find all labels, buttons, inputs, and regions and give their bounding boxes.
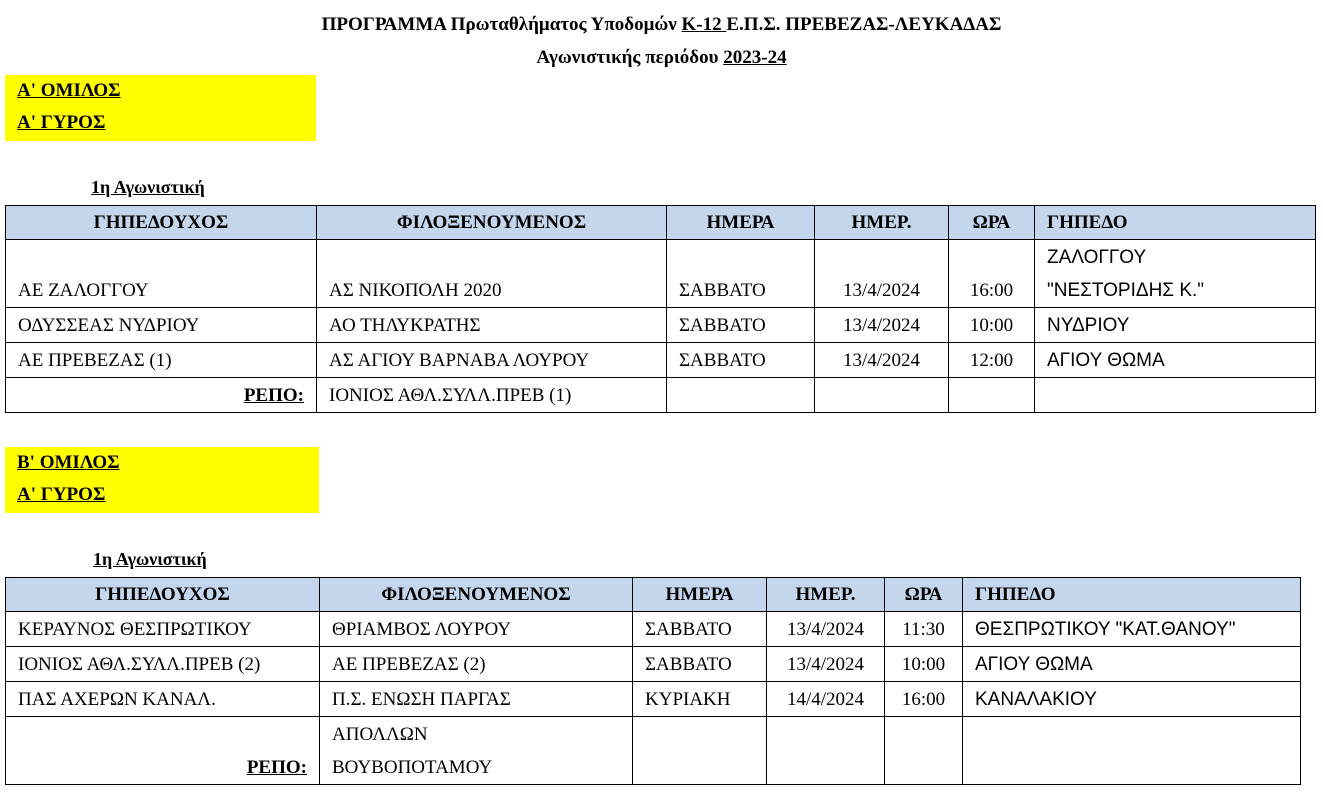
match-time: 10:00: [949, 308, 1035, 343]
away-team: ΘΡΙΑΜΒΟΣ ΛΟΥΡΟΥ: [320, 612, 633, 647]
match-day: ΣΑΒΒΑΤΟ: [667, 240, 815, 308]
group-a-banner: [5, 75, 316, 141]
empty-cell: [633, 717, 767, 785]
group-a-schedule-table: [5, 205, 1316, 413]
col-date: ΗΜΕΡ.: [767, 578, 885, 612]
home-team: ΟΔΥΣΣΕΑΣ ΝΥΔΡΙΟΥ: [6, 308, 317, 343]
venue: ΚΑΝΑΛΑΚΙΟΥ: [963, 682, 1301, 717]
venue: ΘΕΣΠΡΩΤΙΚΟΥ "ΚΑΤ.ΘΑΝΟΥ": [963, 612, 1301, 647]
col-away: ΦΙΛΟΞΕΝΟΥΜΕΝΟΣ: [317, 206, 667, 240]
away-team: ΑΕ ΠΡΕΒΕΖΑΣ (2): [320, 647, 633, 682]
col-date: ΗΜΕΡ.: [815, 206, 949, 240]
title-federation: Ε.Π.Σ. ΠΡΕΒΕΖΑΣ-ΛΕΥΚΑΔΑΣ: [726, 14, 1002, 35]
col-venue: ΓΗΠΕΔΟ: [1035, 206, 1316, 240]
document-subtitle: [0, 46, 1323, 70]
col-day: ΗΜΕΡΑ: [633, 578, 767, 612]
match-day: ΣΑΒΒΑΤΟ: [633, 612, 767, 647]
venue-line-1: ΖΑΛΟΓΓΟΥ: [1047, 247, 1147, 268]
table-header-row: [6, 578, 1301, 612]
title-category: Κ-12: [681, 14, 727, 35]
away-team: ΑΣ ΑΓΙΟΥ ΒΑΡΝΑΒΑ ΛΟΥΡΟΥ: [317, 343, 667, 378]
empty-cell: [767, 717, 885, 785]
match-time: 11:30: [885, 612, 963, 647]
col-time: ΩΡΑ: [949, 206, 1035, 240]
empty-cell: [667, 378, 815, 413]
col-venue: ΓΗΠΕΔΟ: [963, 578, 1301, 612]
subtitle-prefix: Αγωνιστικής περιόδου: [536, 47, 724, 68]
empty-cell: [815, 378, 949, 413]
group-b-banner: [5, 447, 319, 513]
away-team: Π.Σ. ΕΝΩΣΗ ΠΑΡΓΑΣ: [320, 682, 633, 717]
document-title: [0, 13, 1323, 37]
table-row: [6, 343, 1316, 378]
table-row: [6, 647, 1301, 682]
venue-line-2: "ΝΕΣΤΟΡΙΔΗΣ Κ.": [1047, 280, 1205, 301]
match-time: 16:00: [885, 682, 963, 717]
group-b-schedule-table: [5, 577, 1301, 785]
match-date: 14/4/2024: [767, 682, 885, 717]
title-prefix: ΠΡΟΓΡΑΜΜΑ Πρωταθλήματος Υποδομών: [321, 14, 682, 35]
rest-label: ΡΕΠΟ:: [6, 378, 317, 413]
empty-cell: [1035, 378, 1316, 413]
match-day: ΣΑΒΒΑΤΟ: [667, 308, 815, 343]
rest-row: [6, 378, 1316, 413]
group-a-round: Α' ΓΥΡΟΣ: [17, 112, 106, 133]
rest-team: [320, 717, 633, 785]
home-team: ΙΟΝΙΟΣ ΑΘΛ.ΣΥΛΛ.ΠΡΕΒ (2): [6, 647, 320, 682]
empty-cell: [963, 717, 1301, 785]
table-row: [6, 682, 1301, 717]
match-date: 13/4/2024: [767, 612, 885, 647]
table-row: [6, 308, 1316, 343]
match-date: 13/4/2024: [815, 308, 949, 343]
match-day: ΣΑΒΒΑΤΟ: [667, 343, 815, 378]
table-row: [6, 612, 1301, 647]
table-header-row: [6, 206, 1316, 240]
home-team: ΑΕ ΠΡΕΒΕΖΑΣ (1): [6, 343, 317, 378]
col-time: ΩΡΑ: [885, 578, 963, 612]
table-row: [6, 240, 1316, 308]
rest-team: ΙΟΝΙΟΣ ΑΘΛ.ΣΥΛΛ.ΠΡΕΒ (1): [317, 378, 667, 413]
group-b-round: Α' ΓΥΡΟΣ: [17, 484, 106, 505]
venue: ΝΥΔΡΙΟΥ: [1035, 308, 1316, 343]
group-b-label: Β' ΟΜΙΛΟΣ: [17, 452, 120, 473]
col-day: ΗΜΕΡΑ: [667, 206, 815, 240]
venue: ΑΓΙΟΥ ΘΩΜΑ: [963, 647, 1301, 682]
season: 2023-24: [723, 47, 787, 68]
col-home: ΓΗΠΕΔΟΥΧΟΣ: [6, 578, 320, 612]
match-date: 13/4/2024: [815, 343, 949, 378]
rest-label: ΡΕΠΟ:: [6, 717, 320, 785]
home-team: ΠΑΣ ΑΧΕΡΩΝ ΚΑΝΑΛ.: [6, 682, 320, 717]
match-date: 13/4/2024: [815, 240, 949, 308]
col-home: ΓΗΠΕΔΟΥΧΟΣ: [6, 206, 317, 240]
group-a-matchday: 1η Αγωνιστική: [91, 177, 205, 197]
match-day: ΣΑΒΒΑΤΟ: [633, 647, 767, 682]
away-team: ΑΟ ΤΗΛΥΚΡΑΤΗΣ: [317, 308, 667, 343]
rest-team-line-1: ΑΠΟΛΛΩΝ: [332, 724, 428, 745]
venue: ΑΓΙΟΥ ΘΩΜΑ: [1035, 343, 1316, 378]
rest-row: [6, 717, 1301, 785]
venue: [1035, 240, 1316, 308]
home-team: ΚΕΡΑΥΝΟΣ ΘΕΣΠΡΩΤΙΚΟΥ: [6, 612, 320, 647]
away-team: ΑΣ ΝΙΚΟΠΟΛΗ 2020: [317, 240, 667, 308]
match-date: 13/4/2024: [767, 647, 885, 682]
group-a-label: Α' ΟΜΙΛΟΣ: [17, 80, 121, 101]
home-team: ΑΕ ΖΑΛΟΓΓΟΥ: [6, 240, 317, 308]
empty-cell: [949, 378, 1035, 413]
match-day: ΚΥΡΙΑΚΗ: [633, 682, 767, 717]
match-time: 12:00: [949, 343, 1035, 378]
empty-cell: [885, 717, 963, 785]
match-time: 10:00: [885, 647, 963, 682]
match-time: 16:00: [949, 240, 1035, 308]
rest-team-line-2: ΒΟΥΒΟΠΟΤΑΜΟΥ: [332, 757, 493, 778]
group-b-matchday: 1η Αγωνιστική: [93, 549, 207, 569]
col-away: ΦΙΛΟΞΕΝΟΥΜΕΝΟΣ: [320, 578, 633, 612]
